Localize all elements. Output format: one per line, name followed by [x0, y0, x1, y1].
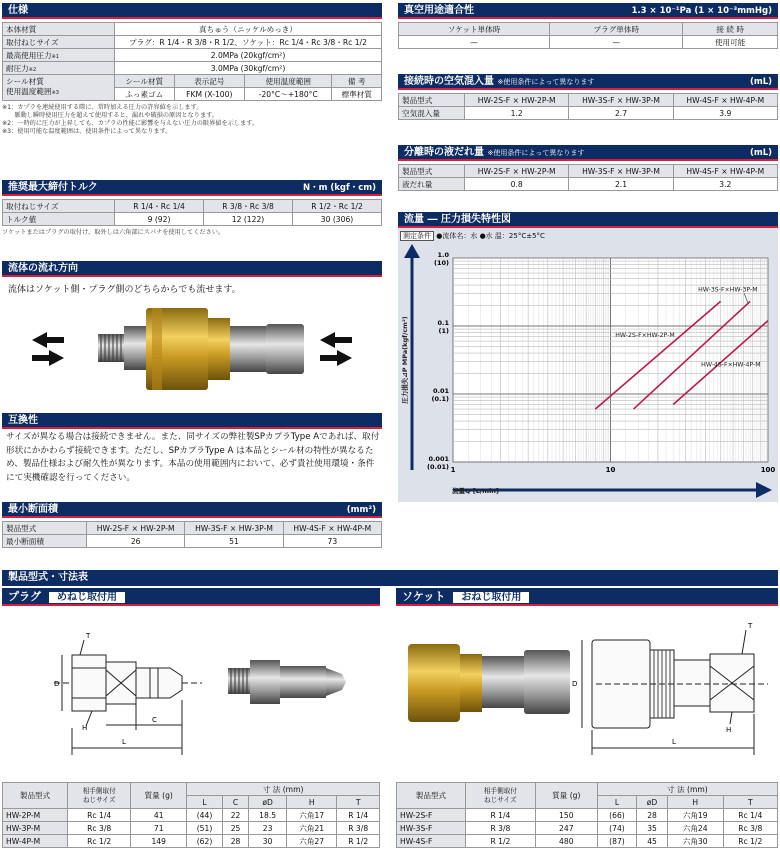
flow-arrows-right [320, 332, 352, 366]
socket-photo [408, 644, 570, 722]
compat-header: 互換性 [2, 413, 382, 429]
chart-y-tick-sublabel: (0.01) [427, 463, 449, 471]
air-header: 接続時の空気混入量 ※使用条件によって異なります (mL) [398, 74, 778, 90]
coupler-flow-illustration [2, 296, 382, 400]
chart-conditions: 測定条件 ●流体名：水 ●水 温：25°C±5°C [400, 231, 545, 241]
socket-table: 製品型式 相手側取付 ねじサイズ 質量 (g) 寸 法 (mm) L øD H T HW-2S-F R 1/4 150 (66) 28 六角19 Rc 1/4 HW-3S-F R 3/8 247 (74) 35 六角24 Rc 3/8 HW-4S-F R 1/2 480 (87) 45 六角30 Rc 1/2 [396, 782, 778, 848]
socket-dim-label-d: D [572, 680, 578, 688]
x-axis-label: 流量Q [L/min] [452, 487, 499, 495]
spec-table: 本体材質 真ちゅう（ニッケルめっき） 取付ねじサイズ プラグ：R 1/4・R 3/8・R 1/2、ソケット：Rc 1/4・Rc 3/8・Rc 1/2 最高使用圧力※1 2.0MPa (20kgf/cm²) 耐圧力※2 3.0MPa (30kgf/cm²) シール材質 使用温度範囲※3 シール材質 表示記号 使用温度範囲 備 考 ふっ素ゴム FKM (X-100) -20°C～+180°C 標準材質 ※1：カプラを連続使用する際に、常時加える圧力の許容値を示します。 脈動し瞬時使用圧力を超えて使用すると、漏れや破損の原因となります。 ※2：一時的に圧力が上昇しても、カプラの性能に影響を与えない圧力の限界値を示します。 ※3：使用可能な温度範囲は、使用条件によって異なります。 [2, 22, 382, 136]
socket-drawing [396, 610, 778, 780]
chart-y-tick-sublabel: (0.1) [431, 395, 449, 403]
chart-series-label: HW-4S-F×HW-4P-M [701, 361, 761, 369]
plug-header: プラグ めねじ取付用 [2, 588, 380, 606]
chart-series-label: HW-2S-F×HW-2P-M [615, 332, 675, 340]
table-row: HW-4P-M Rc 1/2 149 (62) 28 30 六角27 R 1/2 [3, 835, 380, 848]
flow-text: 流体はソケット側・プラグ側のどちらからでも流せます。 [8, 285, 241, 295]
chart-x-tick-label: 1 [450, 466, 456, 474]
chart-series-label: HW-3S-F×HW-3P-M [698, 286, 758, 294]
compat-text: サイズが異なる場合は接続できません。また、同サイズの弊社製SPカプラType Aであれば、取付形状にかかわらず接続できます。ただし、SPカプラType A は本品とシール材の特性が異なるため、製品仕様および耐久性が異なります。本品の使用範囲内において、必ず貴社使用環境・条件にて実機確認を行ってください。 [6, 432, 380, 483]
models-header: 製品型式・寸法表 [2, 570, 778, 586]
y-axis-arrowhead [404, 244, 420, 258]
chart-y-tick-label: 1.0 [437, 251, 449, 259]
vacuum-table: ソケット単体時 プラグ単体時 接 続 時 — — 使用可能 [398, 22, 778, 49]
chart-y-tick-sublabel: (10) [434, 259, 449, 267]
flow-header: 流体の流れ方向 [2, 261, 382, 277]
table-row: HW-3P-M Rc 3/8 71 (51) 25 23 六角21 R 3/8 [3, 822, 380, 835]
vacuum-header: 真空用途適合性 1.3 × 10⁻¹Pa (1 × 10⁻³mmHg) [398, 3, 778, 19]
table-row: HW-4S-F R 1/2 480 (87) 45 六角30 Rc 1/2 [397, 835, 778, 848]
table-row: HW-2S-F R 1/4 150 (66) 28 六角19 Rc 1/4 [397, 809, 778, 822]
chart-y-tick-label: 0.1 [437, 319, 449, 327]
socket-header: ソケット おねじ取付用 [396, 588, 778, 606]
spill-table: 製品型式 HW-2S-F × HW-2P-M HW-3S-F × HW-3P-M HW-4S-F × HW-4P-M 液だれ量 0.8 2.1 3.2 [398, 164, 778, 191]
plug-dim-label-d: D [54, 680, 60, 688]
plug-drawing [2, 610, 380, 780]
chart-x-tick-label: 100 [760, 466, 776, 474]
table-row: HW-2P-M Rc 1/4 41 (44) 22 18.5 六角17 R 1/4 [3, 809, 380, 822]
area-table: 製品型式 HW-2S-F × HW-2P-M HW-3S-F × HW-3P-M HW-4S-F × HW-4P-M 最小断面積 26 51 73 [2, 521, 382, 548]
plug-photo [228, 660, 346, 704]
y-axis-label: 圧力損失⊿P MPa(kgf/cm²) [401, 316, 409, 404]
table-row: HW-3S-F R 3/8 247 (74) 35 六角24 Rc 3/8 [397, 822, 778, 835]
torque-table: 取付ねじサイズ R 1/4・Rc 1/4 R 3/8・Rc 3/8 R 1/2・Rc 1/2 トルク値 9 (92) 12 (122) 30 (306) ソケットまたはプラグの取付け、取外しは六角部にスパナを使用してください。 [2, 199, 382, 237]
plug-dim-label-h: H [82, 724, 88, 732]
spill-header: 分離時の液だれ量 ※使用条件によって異なります (mL) [398, 145, 778, 161]
torque-note: ソケットまたはプラグの取付け、取外しは六角部にスパナを使用してください。 [2, 229, 225, 236]
chart-y-tick-label: 0.001 [428, 455, 449, 463]
air-table: 製品型式 HW-2S-F × HW-2P-M HW-3S-F × HW-3P-M HW-4S-F × HW-4P-M 空気混入量 1.2 2.7 3.9 [398, 93, 778, 120]
chart-y-tick-label: 0.01 [432, 387, 449, 395]
area-header: 最小断面積 (mm²) [2, 502, 382, 518]
flow-pressure-chart [398, 240, 778, 502]
flow-arrows-left [32, 332, 64, 366]
chart-header: 流量 ― 圧力損失特性図 [398, 212, 778, 228]
plug-table: 製品型式 相手側取付 ねじサイズ 質量 (g) 寸 法 (mm) L C øD H T HW-2P-M Rc 1/4 41 (44) 22 18.5 六角17 R 1/4 HW-3P-M Rc 3/8 71 (51) 25 23 六角21 R 3/8 HW-4P-M Rc 1/2 149 (62) 28 30 六角27 R 1/2 [2, 782, 380, 848]
torque-header: 推奨最大締付トルク N・m (kgf・cm) [2, 180, 382, 196]
chart-y-tick-sublabel: (1) [438, 327, 449, 335]
socket-dim-label-h: H [726, 726, 732, 734]
plug-dim-label-t: T [86, 632, 91, 640]
spec-notes: ※1：カプラを連続使用する際に、常時加える圧力の許容値を示します。 脈動し瞬時使用圧力を超えて使用すると、漏れや破損の原因となります。 ※2：一時的に圧力が上昇しても、カプラの性能に影響を与えない圧力の限界値を示します。 ※3：使用可能な温度範囲は、使用条件によって異なります。 [2, 104, 259, 135]
plug-dim-label-c: C [152, 716, 157, 724]
spec-header: 仕様 [2, 3, 382, 19]
x-axis-arrowhead [756, 482, 772, 498]
chart-x-tick-label: 10 [605, 466, 616, 474]
socket-dim-label-t: T [748, 622, 753, 630]
plug-hex-body [72, 655, 106, 711]
socket-dim-label-l: L [672, 738, 676, 746]
plug-dim-label-l: L [122, 738, 126, 746]
